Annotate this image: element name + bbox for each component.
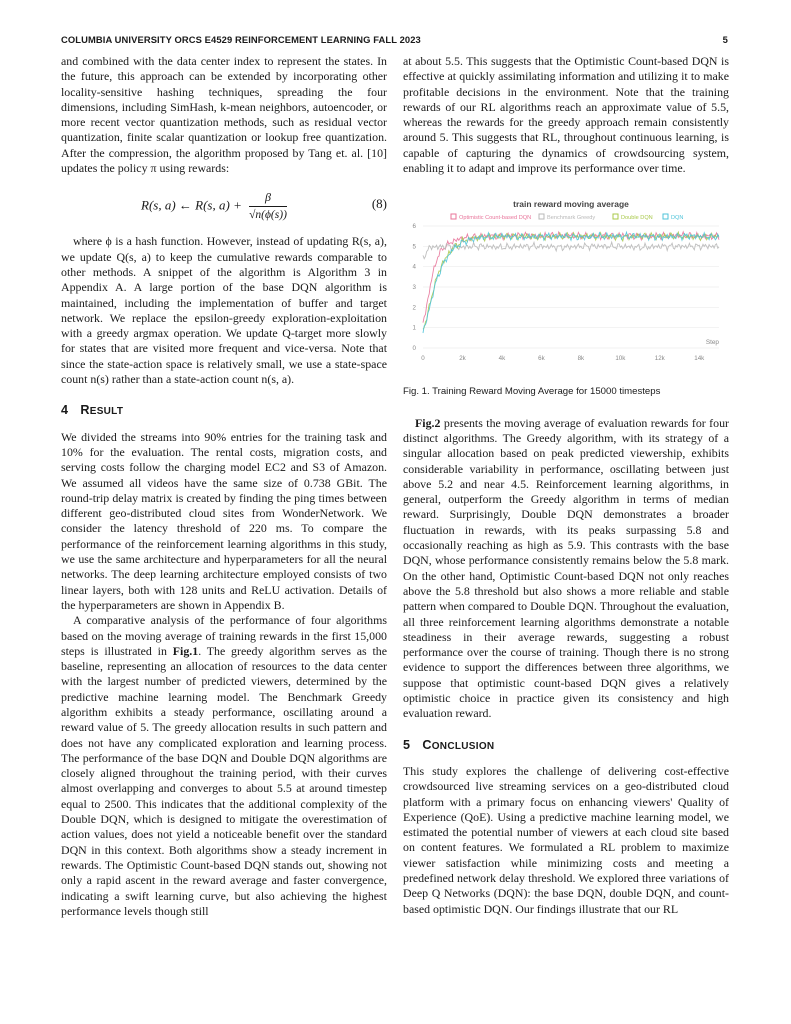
y-tick-label: 0 xyxy=(412,345,416,353)
equation-lhs: R(s, a) ← R(s, a) + xyxy=(141,197,242,213)
equation-fraction xyxy=(249,190,287,223)
equation-8 xyxy=(61,184,387,228)
figure-1 xyxy=(403,196,729,378)
x-tick-label: 10k xyxy=(615,355,626,363)
legend-entry: Optimistic Count-based DQN xyxy=(459,215,532,222)
figure-reference[interactable]: Fig.2 xyxy=(415,415,441,430)
paragraph: We divided the streams into 90% entries for the training task and 10% for the evaluation. The rental costs, migration costs, and serving costs follow the charging model EC2 and S3 of Amazon. We assumed all videos have the same size of 0.738 GBit. The round-trip delay matrix is created by finding the ping times between different geo-distributed cloud sites from WonderNetwork. We consider the latency threshold of 220 ms. To compare the performance of the reinforcement learning algorithms in this study, we use the same architecture and hyperparameters for all the neural networks. The deep learning architecture employed consists of two linear layers, both with 128 units and ReLU activation. Details of the hyperparameters are shown in Appendix B. xyxy=(61,429,387,612)
left-column xyxy=(61,54,387,919)
x-tick-label: 6k xyxy=(538,355,545,363)
x-tick-label: 2k xyxy=(459,355,466,363)
section-heading-result: 4 RESULT xyxy=(61,403,124,418)
y-tick-label: 4 xyxy=(412,264,416,272)
section-heading-conclusion: 5 CONCLUSION xyxy=(403,737,495,752)
paragraph: at about 5.5. This suggests that the Optimistic Count-based DQN is effective at quickly assimilating information and utilizing it to make profitable decisions in the environment. Note that the training rewards of our RL algorithms reach an approximate value of 5.5, whereas the rewards for the greedy approach remain consistently around 5. This suggests that RL, throughout continuous learning, is capable of capturing the dynamics of crowdsourcing system, enabling it to adapt and improve its performance over time. xyxy=(403,54,729,176)
legend-swatch xyxy=(539,214,544,219)
legend-swatch xyxy=(613,214,618,219)
x-tick-label: 4k xyxy=(498,355,506,363)
y-tick-label: 1 xyxy=(412,325,416,333)
training-reward-chart xyxy=(403,196,729,378)
x-axis-label: Step xyxy=(705,339,719,347)
equation-denominator: √n(ϕ(s)) xyxy=(249,208,287,221)
paragraph: A comparative analysis of the performance of four algorithms based on the moving average of training rewards in the first 15,000 steps is illustrated in Fig.1. The greedy algorithm serves as the baseline, representing an allocation of resources to the data center with the largest number of predicted viewers, determined by the predictive machine learning model. The Benchmark Greedy algorithm exhibits a steady performance, oscillating around a reward value of 5. The greedy allocation results in such pattern and does not have any complicated exploration and learning process. The performance of the base DQN and Double DQN algorithms are closely aligned throughout the training period, with their curves almost overlapping and converges to about 5.5 at around timestep equal to 2500. This indicates that the additional complexity of the Double DQN, which is designed to mitigate the overestimation of action values, does not yield a noticeable benefit over the standard DQN in this context. Both algorithms show a steady increment in rewards. The Optimistic Count-based DQN stands out, showing not only a rapid ascent in the reward average and faster convergence, indicating a swift learning curve, but also achieving the highest performance levels though still xyxy=(61,613,388,918)
paragraph: and combined with the data center index to represent the states. In the future, this approach can be extended by incorporating other locality-sensitive hashing techniques, spreading the four dimensions, including SimHash, k-mean neighbors, autoencoder, or more recent vector quantization methods, such as residual vector quantization, finite scalar quantization or lookup free quantization. After the compression, the algorithm proposed by Tang et. al. [10] updates the policy π using rewards: xyxy=(61,54,387,176)
y-tick-label: 6 xyxy=(412,223,416,231)
chart-title: train reward moving average xyxy=(513,199,629,210)
page-number: 5 xyxy=(722,34,728,45)
legend-swatch xyxy=(663,214,668,219)
y-tick-label: 3 xyxy=(412,284,416,292)
legend-entry: Double DQN xyxy=(621,215,653,222)
figure-caption: Fig. 1. Training Reward Moving Average for 15000 timesteps xyxy=(403,386,661,398)
x-tick-label: 14k xyxy=(694,355,705,363)
x-tick-label: 0 xyxy=(421,355,425,363)
equation-numerator: β xyxy=(249,190,287,206)
equation-number: (8) xyxy=(371,196,387,212)
y-tick-label: 2 xyxy=(412,304,416,312)
legend-entry: Benchmark Greedy xyxy=(547,215,596,222)
y-tick-label: 5 xyxy=(412,243,416,251)
legend-entry: DQN xyxy=(671,215,684,222)
x-tick-label: 8k xyxy=(577,355,585,363)
right-column xyxy=(403,54,729,917)
series-line-benchmark-greedy xyxy=(423,243,719,260)
header-title: COLUMBIA UNIVERSITY ORCS E4529 REINFORCEMENT LEARNING FALL 2023 xyxy=(61,34,421,45)
figure-reference[interactable]: Fig.1 xyxy=(172,643,199,658)
paragraph: This study explores the challenge of delivering cost-effective crowdsourced live streaming services on a geo-distributed cloud platform with a primary focus on enhancing viewers' Quality of Experience (QoE). Using a predictive machine learning model, we estimated the potential number of viewers at each cloud site based on content features. We formulated a RL problem to maximize viewer satisfaction while minimizing costs and meeting a predefined network delay threshold. We explored three variations of Deep Q Networks (DQN): the base DQN, double DQN, and count-based optimistic DQN. Our findings illustrate that our RL xyxy=(403,763,729,916)
legend-swatch xyxy=(451,214,456,219)
paragraph: where ϕ is a hash function. However, instead of updating R(s, a), we update Q(s, a) to keep the cumulative rewards comparable to other methods. A snippet of the algorithm is Algorithm 3 in Appendix A. A large portion of the base DQN algorithm is maintained, including the implementation of buffer and target network. We replace the epsilon-greedy exploration-exploitation with a greedy argmax operation. We update Q-target more slowly for states that are visited more frequent and vice-versa. Note that since the state-action space is relatively small, we use a state-space count n(s) rather than a state-action count n(s, a). xyxy=(61,234,387,387)
series-line-dqn xyxy=(423,233,719,334)
paragraph: Fig.2 presents the moving average of evaluation rewards for four distinct algorithms. The Greedy algorithm, with its strategy of a singular allocation based on peak predicted viewership, exhibits considerable variability in performance, oscillating between just above 5.2 and near 4.5. Reinforcement learning algorithms, in general, outperform the Greedy algorithm in terms of median reward. Surprisingly, Double DQN demonstrates a broader fluctuation in rewards, with its peaks surpassing 5.8 and occasionally reaching as high as 5.9. This contrasts with the base DQN, whose performance consistently remains below the 5.8 mark. On the other hand, Optimistic Count-based DQN not only reaches above the 5.8 threshold but also shows a more reliable and stable pattern when compared to Double DQN. Throughout the evaluation, all three reinforcement learning algorithms demonstrate a notable steadiness in their average rewards, suggesting a robust performance over the course of training. Though there is no strong evidence to support the differences between three algorithms, we suppose that optimistic count-based DQN gives a relatively optimistic choice in practice given its consistency and high evaluation reward. xyxy=(403,415,729,721)
running-header xyxy=(61,34,728,48)
x-tick-label: 12k xyxy=(654,355,665,363)
